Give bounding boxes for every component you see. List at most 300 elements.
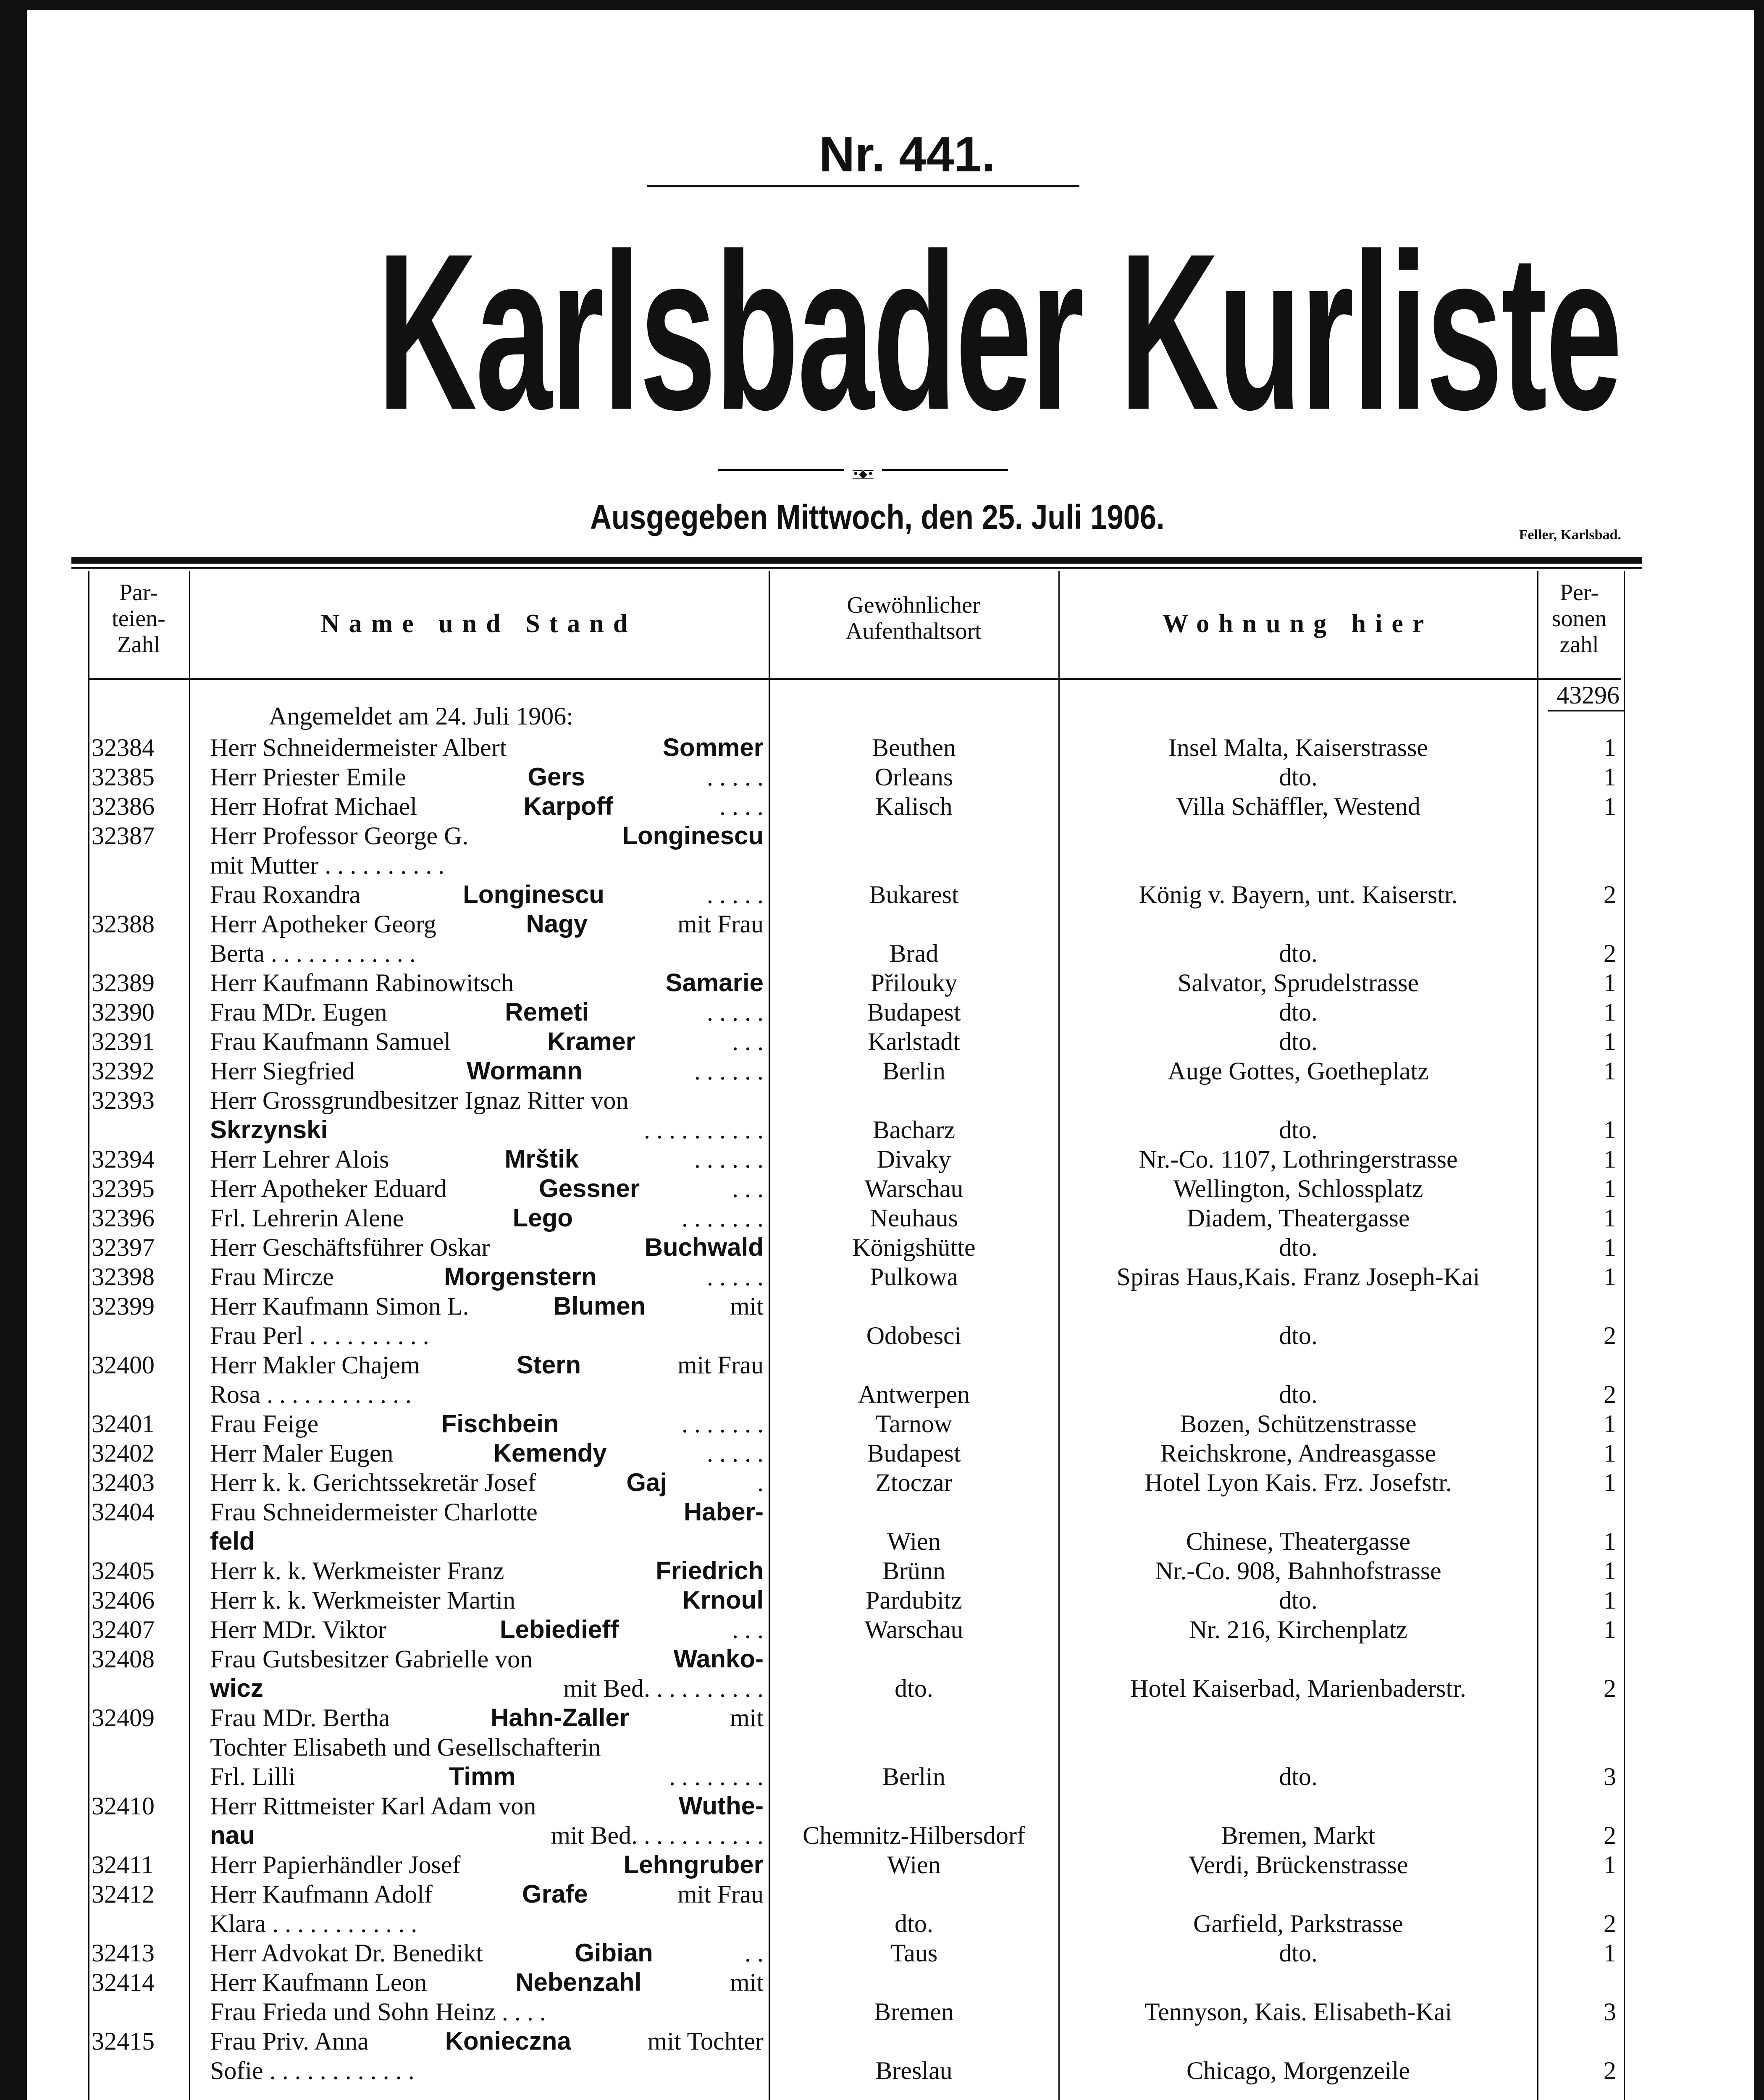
entry-surname: Gessner xyxy=(538,1174,640,1202)
entry-name-line xyxy=(210,1468,764,1497)
entry-origin: Budapest xyxy=(867,998,961,1026)
entry-residence: Auge Gottes, Goetheplatz xyxy=(1168,1057,1429,1085)
entry-text: mit xyxy=(730,1704,764,1732)
entry-name-line xyxy=(210,1556,764,1586)
entry-origin: Pulkowa xyxy=(870,1263,958,1291)
entry-name-line xyxy=(210,1203,764,1233)
entry-surname: Karpoff xyxy=(523,792,613,820)
entry-number: 32387 xyxy=(92,822,155,850)
entry-origin: Neuhaus xyxy=(870,1204,958,1232)
col-header-persons: Per- sonen zahl xyxy=(1551,580,1607,658)
entry-surname: Remeti xyxy=(505,998,589,1026)
entry-origin: Přilouky xyxy=(870,969,958,997)
entry-origin: Königshütte xyxy=(852,1234,976,1261)
entry-surname: Timm xyxy=(449,1762,516,1790)
entry-text: Herr Siegfried xyxy=(210,1057,355,1085)
entry-name-line xyxy=(210,850,764,880)
entry-surname: Grafe xyxy=(522,1880,588,1908)
entry-origin: Beuthen xyxy=(872,734,956,761)
entry-text: Herr Kaufmann Leon xyxy=(210,1969,427,1996)
entry-residence: Wellington, Schlossplatz xyxy=(1173,1175,1423,1202)
entry-name-line xyxy=(210,1732,764,1762)
entry-number: 32408 xyxy=(92,1645,155,1673)
entry-name-line xyxy=(210,1497,764,1527)
entry-surname: Friedrich xyxy=(656,1557,764,1585)
entry-text: . . xyxy=(745,1939,764,1967)
entry-text: Herr k. k. Werkmeister Martin xyxy=(210,1586,516,1614)
entry-origin: Bremen xyxy=(874,1998,954,2026)
col-line-left xyxy=(88,571,89,2100)
entry-number: 32391 xyxy=(92,1028,155,1055)
entry-persons: 2 xyxy=(1604,1675,1616,1702)
entry-text: Sofie . . . . . . . . . . . . xyxy=(210,2057,415,2084)
entry-residence: Diadem, Theatergasse xyxy=(1186,1204,1410,1232)
entry-text: Frau Frieda und Sohn Heinz . . . . xyxy=(210,1998,546,2026)
entry-surname: Nagy xyxy=(526,910,588,938)
entry-persons: 2 xyxy=(1604,1381,1616,1408)
col-line-origin xyxy=(1058,571,1060,2100)
entry-name-line xyxy=(210,1938,764,1968)
entry-number: 32388 xyxy=(92,910,155,938)
entry-surname: Lehngruber xyxy=(623,1851,764,1879)
entry-persons: 1 xyxy=(1604,1528,1616,1555)
entry-number: 32386 xyxy=(92,793,155,820)
entry-number: 32400 xyxy=(92,1351,155,1379)
entry-origin: Warschau xyxy=(864,1616,963,1643)
entry-name-line xyxy=(210,1791,764,1821)
issue-number: Nr. 441. xyxy=(819,127,995,182)
entry-number: 32399 xyxy=(92,1292,155,1320)
entry-text: Tochter Elisabeth und Gesellschafterin xyxy=(210,1733,601,1761)
entry-text: Herr Apotheker Georg xyxy=(210,910,436,938)
entry-text: . . . xyxy=(732,1616,764,1643)
ornament-glyph: ——•◆•—— xyxy=(852,464,874,485)
col-header-nr: Par- teien- Zahl xyxy=(112,580,165,658)
ornament-divider xyxy=(718,464,1008,485)
entry-name-line xyxy=(210,1174,764,1203)
entry-text: . xyxy=(757,1469,764,1496)
entry-surname: Wormann xyxy=(467,1057,583,1085)
entry-text: . . . . xyxy=(719,793,764,820)
entry-residence: Nr. 216, Kirchenplatz xyxy=(1189,1616,1407,1643)
entry-persons: 1 xyxy=(1604,1028,1616,1055)
entry-residence: dto. xyxy=(1279,1586,1318,1614)
entry-text: . . . . . . . xyxy=(682,1204,764,1232)
entry-text: . . . . . xyxy=(706,763,764,791)
entry-surname: nau xyxy=(210,1821,255,1849)
entry-surname: Nebenzahl xyxy=(515,1968,642,1996)
entry-origin: Odobesci xyxy=(866,1322,962,1349)
entry-text: Frau Kaufmann Samuel xyxy=(210,1028,451,1055)
entry-persons: 1 xyxy=(1604,1616,1616,1643)
entry-persons: 1 xyxy=(1604,998,1616,1026)
entry-surname: Gers xyxy=(528,763,585,791)
entry-number: 32414 xyxy=(92,1969,155,1996)
entry-text: mit xyxy=(730,1292,764,1320)
entry-text: . . . xyxy=(732,1175,764,1202)
entry-origin: Chemnitz-Hilbersdorf xyxy=(803,1822,1025,1849)
entry-origin: dto. xyxy=(895,1910,933,1937)
entry-text: mit Bed. . . . . . . . . . . xyxy=(551,1822,764,1849)
entry-number: 32410 xyxy=(92,1792,155,1820)
entry-number: 32415 xyxy=(92,2027,155,2055)
entry-name-line xyxy=(210,733,764,762)
entry-name-line xyxy=(210,880,764,909)
entry-origin: Divaky xyxy=(877,1145,951,1173)
entry-name-line xyxy=(210,1233,764,1262)
col-header-name: Name und Stand xyxy=(320,609,637,638)
entry-name-line xyxy=(210,1880,764,1909)
entry-name-line xyxy=(210,1409,764,1438)
entry-residence: Chicago, Morgenzeile xyxy=(1186,2057,1410,2084)
entry-name-line xyxy=(210,1703,764,1732)
entry-number: 32407 xyxy=(92,1616,155,1643)
entry-surname: Haber- xyxy=(683,1498,764,1526)
entry-persons: 1 xyxy=(1604,1439,1616,1467)
entry-text: mit Frau xyxy=(677,910,764,938)
entry-persons: 3 xyxy=(1604,1998,1616,2026)
entry-surname: Lebiedieff xyxy=(499,1615,619,1643)
entry-persons: 1 xyxy=(1604,1939,1616,1967)
entry-text: Herr Rittmeister Karl Adam von xyxy=(210,1792,536,1820)
entry-persons: 3 xyxy=(1604,1763,1616,1790)
entry-surname: Stern xyxy=(516,1351,581,1379)
entry-origin: Wien xyxy=(887,1851,941,1879)
entry-surname: Skrzynski xyxy=(210,1116,328,1144)
entry-persons: 1 xyxy=(1604,1145,1616,1173)
entry-name-line xyxy=(210,1086,764,1115)
entry-surname: Kemendy xyxy=(493,1439,607,1467)
entry-persons: 1 xyxy=(1604,734,1616,761)
entry-residence: König v. Bayern, unt. Kaiserstr. xyxy=(1139,881,1458,908)
entry-origin: Brad xyxy=(889,940,939,967)
entry-number: 32395 xyxy=(92,1175,155,1202)
entry-text: Herr Grossgrundbesitzer Ignaz Ritter von xyxy=(210,1087,629,1114)
entry-text: Herr Hofrat Michael xyxy=(210,793,417,820)
entry-number: 32402 xyxy=(92,1439,155,1467)
entry-name-line xyxy=(210,909,764,939)
entry-surname: feld xyxy=(210,1527,255,1555)
entry-text: Herr k. k. Gerichtssekretär Josef xyxy=(210,1469,536,1496)
entry-text: . . . . . . . . xyxy=(669,1763,764,1790)
entry-residence: Bremen, Markt xyxy=(1221,1822,1376,1849)
entry-text: mit Mutter . . . . . . . . . . xyxy=(210,851,445,879)
entry-text: Herr Advokat Dr. Benedikt xyxy=(210,1939,483,1967)
entry-text: Herr Geschäftsführer Oskar xyxy=(210,1234,490,1261)
page-border-left xyxy=(0,0,27,2100)
entry-text: Frau Roxandra xyxy=(210,881,361,908)
entry-number: 32405 xyxy=(92,1557,155,1585)
entry-name-line xyxy=(210,2056,764,2085)
entry-origin: Kalisch xyxy=(875,793,953,820)
entry-text: mit Frau xyxy=(677,1351,764,1379)
entry-persons: 1 xyxy=(1604,1410,1616,1438)
entry-number: 32404 xyxy=(92,1498,155,1526)
entry-origin: Warschau xyxy=(864,1175,963,1202)
entry-residence: dto. xyxy=(1279,1322,1318,1349)
entry-name-line xyxy=(210,1909,764,1938)
entry-text: Frl. Lehrerin Alene xyxy=(210,1204,404,1232)
entry-text: Frau Schneidermeister Charlotte xyxy=(210,1498,538,1526)
entry-text: . . . . . xyxy=(706,998,764,1026)
entry-origin: Berlin xyxy=(882,1057,945,1085)
entry-text: . . . xyxy=(732,1028,764,1055)
col-header-residence: Wohnung hier xyxy=(1162,609,1433,638)
entry-persons: 2 xyxy=(1604,1322,1616,1349)
entry-persons: 1 xyxy=(1604,1234,1616,1261)
entry-text: mit Bed. . . . . . . . . . xyxy=(563,1675,764,1702)
entry-residence: Insel Malta, Kaiserstrasse xyxy=(1168,734,1428,761)
entry-origin: Berlin xyxy=(882,1763,945,1790)
entry-persons: 2 xyxy=(1604,940,1616,967)
entry-origin: Brünn xyxy=(882,1557,945,1585)
entry-origin: Breslau xyxy=(875,2057,953,2084)
entry-persons: 1 xyxy=(1604,1586,1616,1614)
entry-name-line xyxy=(210,1027,764,1056)
entry-surname: Blumen xyxy=(553,1292,646,1320)
entry-name-line xyxy=(210,1321,764,1350)
entry-name-line xyxy=(210,1438,764,1468)
entry-number: 32394 xyxy=(92,1145,155,1173)
entry-surname: Longinescu xyxy=(463,880,604,908)
entry-text: Herr Makler Chajem xyxy=(210,1351,420,1379)
entry-surname: Wanko- xyxy=(673,1645,764,1673)
publication-date: Ausgegeben Mittwoch, den 25. Juli 1906. xyxy=(590,498,1165,536)
entry-origin: Taus xyxy=(890,1939,938,1967)
entry-persons: 2 xyxy=(1604,881,1616,908)
entry-number: 32401 xyxy=(92,1410,155,1438)
entry-name-line xyxy=(210,1292,764,1321)
entry-surname: Gaj xyxy=(626,1468,667,1496)
carry-total: 43296 xyxy=(1557,681,1620,709)
entry-residence: dto. xyxy=(1279,1381,1318,1408)
entry-number: 32403 xyxy=(92,1469,155,1496)
entry-persons: 1 xyxy=(1604,793,1616,820)
entry-name-line xyxy=(210,1380,764,1409)
entry-origin: Bukarest xyxy=(869,881,959,908)
entry-name-line xyxy=(210,1527,764,1556)
entry-persons: 2 xyxy=(1604,1822,1616,1849)
entry-number: 32396 xyxy=(92,1204,155,1232)
entry-number: 32412 xyxy=(92,1880,155,1908)
entry-number: 32390 xyxy=(92,998,155,1026)
entry-text: mit xyxy=(730,1969,764,1996)
entry-surname: Samarie xyxy=(665,969,764,997)
entry-text: . . . . . xyxy=(707,881,764,908)
printer-credit: Feller, Karlsbad. xyxy=(1519,527,1621,543)
entry-residence: dto. xyxy=(1279,998,1318,1026)
header-rule xyxy=(71,557,1642,564)
entry-number: 32409 xyxy=(92,1704,155,1732)
entry-residence: Hotel Kaiserbad, Marienbaderstr. xyxy=(1130,1675,1466,1702)
col-line-residence xyxy=(1537,571,1538,2100)
entry-text: Herr Priester Emile xyxy=(210,763,406,791)
entry-text: . . . . . . xyxy=(694,1057,764,1085)
entry-surname: Krnoul xyxy=(682,1586,764,1614)
column-header-rule xyxy=(88,678,1621,680)
entry-number: 32392 xyxy=(92,1057,155,1085)
entry-persons: 2 xyxy=(1604,1910,1616,1937)
entry-text: Frau MDr. Eugen xyxy=(210,998,387,1026)
entry-text: Frau Mircze xyxy=(210,1263,334,1291)
col-line-persons xyxy=(1624,571,1625,2100)
entry-name-line xyxy=(210,2026,764,2056)
entry-name-line xyxy=(210,1762,764,1791)
entry-persons: 1 xyxy=(1604,1263,1616,1291)
entry-name-line xyxy=(210,939,764,968)
entry-number: 32411 xyxy=(92,1851,154,1879)
entry-text: Herr Kaufmann Simon L. xyxy=(210,1292,469,1320)
entry-origin: Bacharz xyxy=(872,1116,956,1144)
masthead-title: Karlsbader Kurliste xyxy=(377,207,1621,456)
col-header-origin: Gewöhnlicher Aufenthaltsort xyxy=(845,592,982,644)
entry-origin: Antwerpen xyxy=(858,1381,970,1408)
entry-persons: 1 xyxy=(1604,1851,1616,1879)
entry-number: 32406 xyxy=(92,1586,155,1614)
entry-text: Frau Perl . . . . . . . . . . xyxy=(210,1322,429,1349)
entry-name-line xyxy=(210,998,764,1027)
entry-residence: Salvator, Sprudelstrasse xyxy=(1177,969,1419,997)
entry-name-line xyxy=(210,1644,764,1674)
entry-residence: dto. xyxy=(1279,1763,1318,1790)
col-line-nr xyxy=(189,571,190,2100)
entry-name-line xyxy=(210,1115,764,1144)
entry-surname: Kramer xyxy=(547,1027,636,1055)
entry-text: . . . . . xyxy=(707,1263,764,1291)
entry-text: . . . . . . . . . . xyxy=(644,1116,764,1144)
entry-residence: dto. xyxy=(1279,1028,1318,1055)
entry-text: Herr Lehrer Alois xyxy=(210,1145,389,1173)
entry-number: 32393 xyxy=(92,1087,155,1114)
entry-text: Frl. Lilli xyxy=(210,1763,296,1790)
entry-residence: dto. xyxy=(1279,1234,1318,1261)
entry-text: Herr Maler Eugen xyxy=(210,1439,394,1467)
entry-text: Herr Professor George G. xyxy=(210,822,469,850)
entry-text: Herr Kaufmann Adolf xyxy=(210,1880,433,1908)
entry-surname: wicz xyxy=(210,1674,263,1702)
entry-name-line xyxy=(210,1056,764,1086)
entry-residence: Nr.-Co. 908, Bahnhofstrasse xyxy=(1155,1557,1441,1585)
entry-name-line xyxy=(210,1821,764,1850)
entry-text: Herr k. k. Werkmeister Franz xyxy=(210,1557,504,1585)
entry-text: Frau MDr. Bertha xyxy=(210,1704,390,1732)
entry-text: Herr Papierhändler Josef xyxy=(210,1851,461,1879)
entry-origin: Orleans xyxy=(874,763,953,791)
entry-residence: Bozen, Schützenstrasse xyxy=(1180,1410,1417,1438)
entry-residence: Reichskrone, Andreasgasse xyxy=(1160,1439,1436,1467)
entry-number: 32384 xyxy=(92,734,155,761)
entry-surname: Konieczna xyxy=(445,2027,571,2055)
entry-surname: Gibian xyxy=(575,1939,653,1967)
entry-surname: Sommer xyxy=(662,733,764,761)
entry-residence: Verdi, Brückenstrasse xyxy=(1188,1851,1408,1879)
entry-text: Rosa . . . . . . . . . . . . xyxy=(210,1381,412,1408)
entry-name-line xyxy=(210,1850,764,1880)
entry-surname: Wuthe- xyxy=(678,1792,764,1820)
entry-number: 32398 xyxy=(92,1263,155,1291)
entry-residence: Spiras Haus,Kais. Franz Joseph-Kai xyxy=(1116,1263,1480,1291)
entry-name-line xyxy=(210,821,764,850)
issue-rule xyxy=(647,185,1079,187)
entry-text: Herr Kaufmann Rabinowitsch xyxy=(210,969,514,997)
entry-text: mit Frau xyxy=(677,1880,764,1908)
entry-persons: 1 xyxy=(1604,1469,1616,1496)
carry-total-rule xyxy=(1548,710,1624,711)
entry-residence: Nr.-Co. 1107, Lothringerstrasse xyxy=(1139,1145,1458,1173)
entry-name-line xyxy=(210,1586,764,1615)
entry-origin: Tarnow xyxy=(875,1410,953,1438)
entry-number: 32385 xyxy=(92,763,155,791)
page-border-top xyxy=(0,0,1764,10)
entry-residence: Hotel Lyon Kais. Frz. Josefstr. xyxy=(1144,1469,1452,1496)
entry-number: 32397 xyxy=(92,1234,155,1261)
entry-text: Herr MDr. Viktor xyxy=(210,1616,387,1643)
registered-date-label: Angemeldet am 24. Juli 1906: xyxy=(269,702,573,730)
entry-name-line xyxy=(210,1350,764,1380)
header-rule-thin xyxy=(71,567,1642,569)
entry-text: Berta . . . . . . . . . . . . xyxy=(210,940,416,967)
entry-residence: dto. xyxy=(1279,1116,1318,1144)
entry-surname: Mrštik xyxy=(504,1145,579,1173)
entry-surname: Longinescu xyxy=(622,822,764,850)
entry-persons: 1 xyxy=(1604,1175,1616,1202)
entry-name-line xyxy=(210,1997,764,2026)
entry-residence: dto. xyxy=(1279,1939,1318,1967)
entry-origin: Pardubitz xyxy=(866,1586,962,1614)
entry-persons: 1 xyxy=(1604,1204,1616,1232)
entry-origin: dto. xyxy=(895,1675,933,1702)
entry-residence: Chinese, Theatergasse xyxy=(1186,1528,1411,1555)
entry-text: . . . . . xyxy=(707,1439,764,1467)
entry-persons: 2 xyxy=(1604,2057,1616,2084)
entry-name-line xyxy=(210,792,764,821)
entry-name-line xyxy=(210,1674,764,1703)
entry-name-line xyxy=(210,1615,764,1644)
entry-text: . . . . . . . xyxy=(682,1410,764,1438)
entry-name-line xyxy=(210,1968,764,1997)
entry-name-line xyxy=(210,968,764,998)
entry-origin: Budapest xyxy=(867,1439,961,1467)
entry-residence: Tennyson, Kais. Elisabeth-Kai xyxy=(1144,1998,1452,2026)
entry-text: Herr Schneidermeister Albert xyxy=(210,734,507,761)
col-line-name xyxy=(769,571,770,2100)
entry-residence: dto. xyxy=(1279,763,1318,791)
entry-text: Klara . . . . . . . . . . . . xyxy=(210,1910,417,1937)
entry-text: Frau Priv. Anna xyxy=(210,2027,369,2055)
entry-text: Herr Apotheker Eduard xyxy=(210,1175,447,1202)
entry-number: 32389 xyxy=(92,969,155,997)
entry-residence: Villa Schäffler, Westend xyxy=(1176,793,1420,820)
entry-surname: Hahn-Zaller xyxy=(491,1704,630,1732)
entry-name-line xyxy=(210,1262,764,1292)
entry-surname: Buchwald xyxy=(644,1233,764,1261)
entry-surname: Fischbein xyxy=(441,1410,559,1438)
entry-origin: Ztoczar xyxy=(875,1469,953,1496)
entry-persons: 1 xyxy=(1604,1557,1616,1585)
entry-persons: 1 xyxy=(1604,763,1616,791)
entry-surname: Lego xyxy=(512,1204,573,1232)
entry-surname: Morgenstern xyxy=(444,1263,597,1291)
entry-text: mit Tochter xyxy=(647,2027,764,2055)
entry-persons: 1 xyxy=(1604,1057,1616,1085)
entry-text: Frau Feige xyxy=(210,1410,319,1438)
entry-residence: dto. xyxy=(1279,940,1318,967)
entry-origin: Karlstadt xyxy=(868,1028,960,1055)
entry-name-line xyxy=(210,1144,764,1174)
entry-persons: 1 xyxy=(1604,969,1616,997)
entry-residence: Garfield, Parkstrasse xyxy=(1193,1910,1403,1937)
entry-text: . . . . . . xyxy=(694,1145,764,1173)
